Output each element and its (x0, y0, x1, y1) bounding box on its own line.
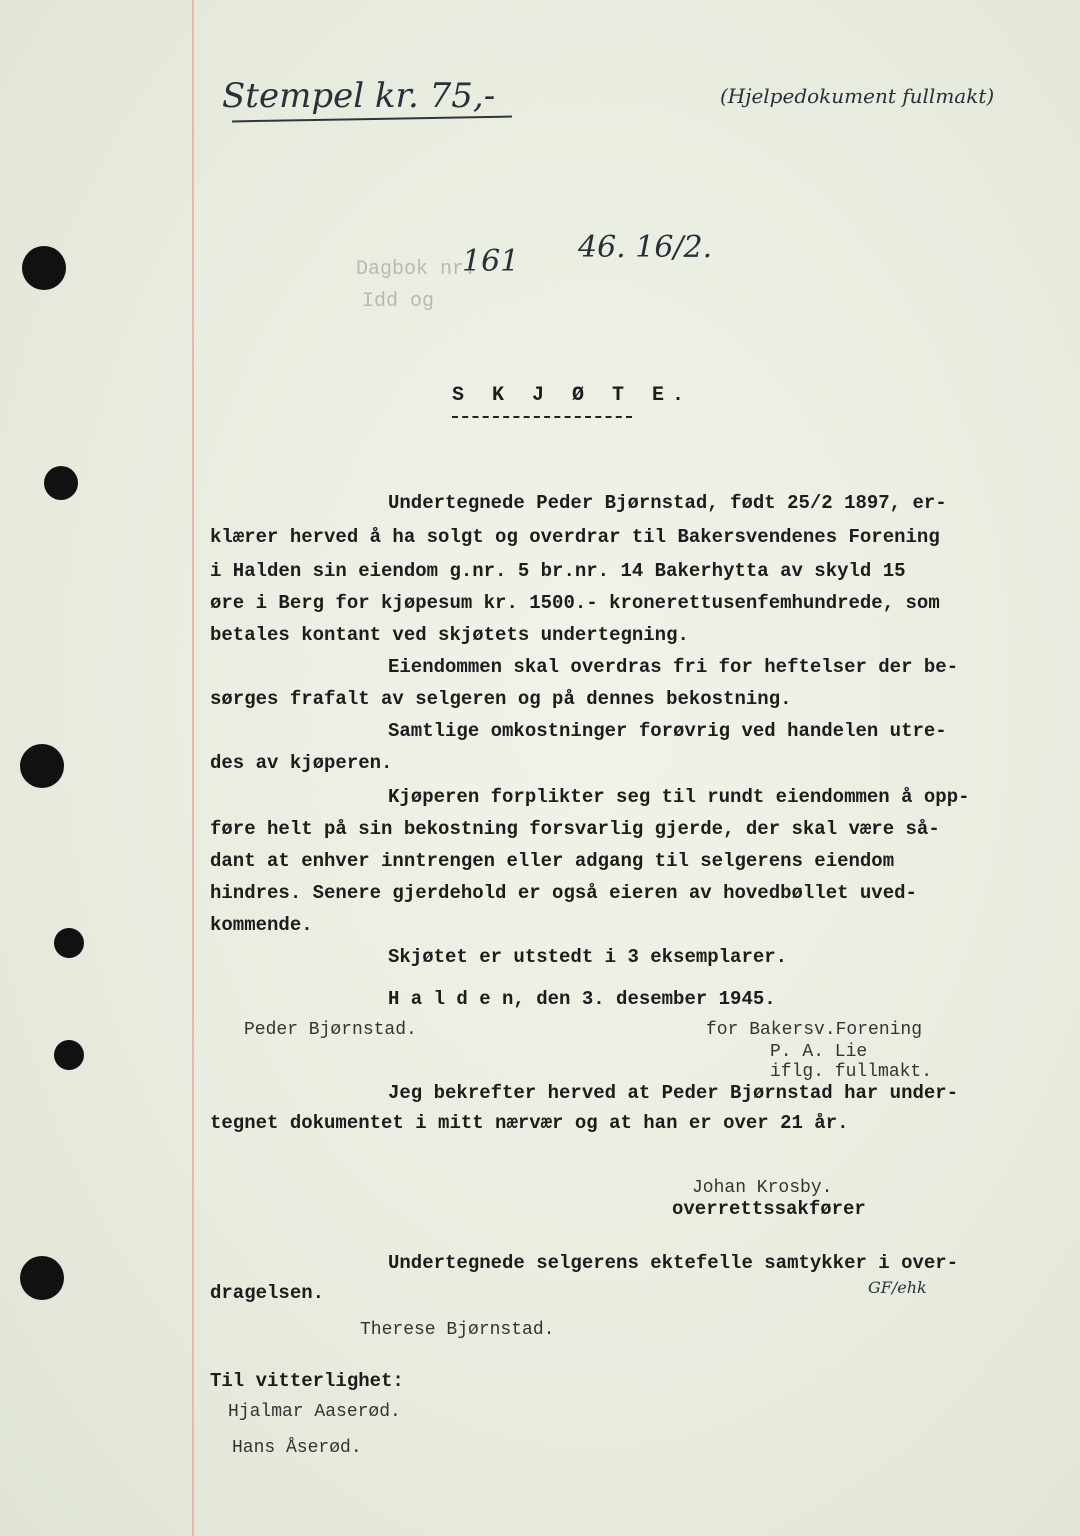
body-line: kommende. (210, 914, 313, 936)
body-line: Samtlige omkostninger forøvrig ved handelen utre- (388, 720, 947, 742)
witness-signature: Hans Åserød. (232, 1438, 362, 1458)
body-line: Eiendommen skal overdras fri for heftelser der be- (388, 656, 959, 678)
spouse-consent-line: dragelsen. (210, 1282, 325, 1304)
registry-date: 46. 16/2. (578, 230, 713, 265)
witness-heading: Til vitterlighet: (210, 1370, 404, 1392)
buyer-signatory: P. A. Lie (770, 1042, 868, 1062)
place-date: H a l d e n, den 3. desember 1945. (388, 988, 776, 1010)
body-line: Skjøtet er utstedt i 3 eksemplarer. (388, 946, 788, 968)
body-line: Kjøperen forplikter seg til rundt eiendommen å opp- (388, 786, 970, 808)
body-line: Undertegnede Peder Bjørnstad, født 25/2 1897, er- (388, 492, 947, 514)
document-title: S K J Ø T E. (452, 384, 693, 407)
document-type-note: (Hjelpedokument fullmakt) (720, 84, 995, 108)
lawyer-name: Johan Krosby. (692, 1178, 833, 1198)
stamp-underline (232, 116, 512, 123)
body-line: hindres. Senere gjerdehold er også eieren av hovedbøllet uved- (210, 882, 917, 904)
punch-hole (54, 1040, 84, 1070)
registry-number: 161 (462, 244, 520, 279)
body-line: sørges frafalt av selgeren og på dennes bekostning. (210, 688, 792, 710)
body-line: betales kontant ved skjøtets undertegning. (210, 624, 689, 646)
clerk-initials: GF/ehk (868, 1278, 927, 1297)
confirmation-line: Jeg bekrefter herved at Peder Bjørnstad har under- (388, 1082, 959, 1104)
body-line: des av kjøperen. (210, 752, 393, 774)
registry-label-2: Idd og (362, 290, 435, 313)
body-line: i Halden sin eiendom g.nr. 5 br.nr. 14 Bakerhytta av skyld 15 (210, 560, 906, 582)
margin-line (192, 0, 194, 1536)
lawyer-title: overrettssakfører (672, 1198, 866, 1220)
stamp-note: Stempel kr. 75,- (222, 76, 496, 116)
punch-hole (44, 466, 78, 500)
punch-hole (20, 1256, 64, 1300)
body-line: dant at enhver inntrengen eller adgang til selgerens eiendom (210, 850, 895, 872)
punch-hole (22, 246, 66, 290)
title-underline (452, 416, 632, 421)
buyer-signature-line: for Bakersv.Forening (706, 1020, 923, 1040)
confirmation-line: tegnet dokumentet i mitt nærvær og at han er over 21 år. (210, 1112, 849, 1134)
body-line: øre i Berg for kjøpesum kr. 1500.- kronerettusenfemhundrede, som (210, 592, 940, 614)
body-line: klærer herved å ha solgt og overdrar til Bakersvendenes Forening (210, 526, 940, 548)
registry-label: Dagbok nr. (356, 258, 477, 281)
spouse-consent-line: Undertegnede selgerens ektefelle samtykker i over- (388, 1252, 959, 1274)
seller-signature: Peder Bjørnstad. (244, 1020, 417, 1040)
punch-hole (54, 928, 84, 958)
body-line: føre helt på sin bekostning forsvarlig gjerde, der skal være så- (210, 818, 940, 840)
spouse-signature: Therese Bjørnstad. (360, 1320, 555, 1340)
punch-hole (20, 744, 64, 788)
witness-signature: Hjalmar Aaserød. (228, 1402, 401, 1422)
buyer-authority: iflg. fullmakt. (770, 1062, 933, 1082)
